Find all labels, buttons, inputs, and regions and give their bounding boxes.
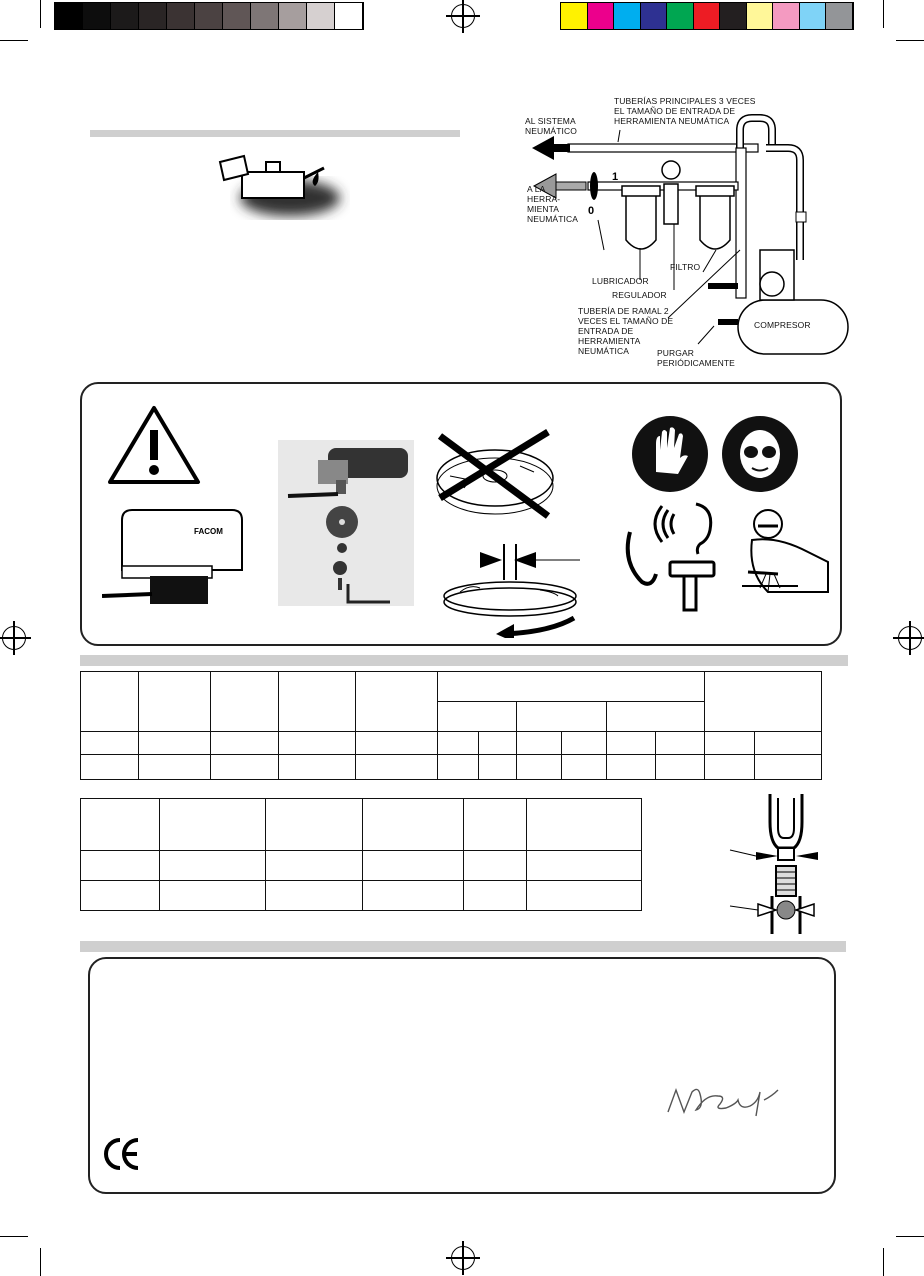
label-to-system: AL SISTEMA NEUMÁTICO (525, 116, 577, 136)
color-swatch (773, 3, 800, 29)
color-swatch (588, 3, 615, 29)
color-swatch (641, 3, 668, 29)
crop-mark (896, 40, 924, 41)
table-cell (438, 672, 705, 702)
crop-mark (883, 0, 884, 28)
table-row (81, 732, 822, 755)
process-color-calibration-bar (560, 2, 854, 30)
gray-swatch (279, 3, 307, 29)
gray-swatch (195, 3, 223, 29)
gray-swatch (223, 3, 251, 29)
disc-rotation-direction-icon (440, 544, 586, 638)
grinding-operator-illustration (738, 502, 836, 600)
color-swatch (720, 3, 747, 29)
eye-protection-required-icon (720, 414, 800, 494)
svg-text:FACOM: FACOM (194, 527, 223, 536)
table-cell (81, 672, 139, 732)
noise-hearing-protection-icon (622, 500, 732, 612)
gray-swatch (55, 3, 83, 29)
gray-swatch (307, 3, 335, 29)
crop-mark (896, 1236, 924, 1237)
crop-mark (0, 1236, 28, 1237)
crop-mark (0, 40, 28, 41)
warning-triangle-icon (106, 404, 202, 486)
accessories-table (80, 798, 642, 911)
color-swatch (614, 3, 641, 29)
gloves-required-icon (630, 414, 710, 494)
color-swatch (694, 3, 721, 29)
label-main-pipes: TUBERÍAS PRINCIPALES 3 VECES EL TAMAÑO DE ENTRADA DE HERRAMIENTA NEUMÁTICA (614, 96, 756, 126)
no-cracked-disc-icon (430, 426, 560, 522)
label-lubricator: LUBRICADOR (592, 276, 649, 286)
table-cell (705, 672, 822, 732)
section-divider (90, 130, 460, 137)
oil-can-icon (210, 150, 350, 220)
table-cell (211, 672, 279, 732)
registration-mark-bottom (451, 1246, 475, 1270)
table-cell (517, 702, 607, 732)
disc-assembly-photo (278, 440, 414, 606)
label-to-tool: A LA HERRA- MIENTA NEUMÁTICA (527, 184, 578, 224)
crop-mark (40, 0, 41, 28)
table-cell (139, 672, 211, 732)
spindle-wrench-diagram (726, 792, 822, 934)
table-row (81, 851, 642, 881)
table-cell (438, 702, 517, 732)
table-cell (607, 702, 705, 732)
label-regulator: REGULADOR (612, 290, 667, 300)
color-swatch (800, 3, 827, 29)
gray-swatch (111, 3, 139, 29)
gray-swatch (335, 3, 363, 29)
gray-swatch (251, 3, 279, 29)
color-swatch (826, 3, 853, 29)
label-drain: PURGAR PERIÓDICAMENTE (657, 348, 735, 368)
gray-swatch (83, 3, 111, 29)
color-swatch (667, 3, 694, 29)
label-compressor: COMPRESOR (754, 320, 811, 330)
registration-mark-top (451, 4, 475, 28)
registration-mark-left (2, 626, 26, 650)
section-divider (80, 655, 848, 666)
color-swatch (561, 3, 588, 29)
crop-mark (883, 1248, 884, 1276)
declaration-of-conformity-panel (88, 957, 836, 1194)
signature-image (660, 1082, 784, 1122)
ce-mark-icon (104, 1138, 140, 1170)
svg-text:1: 1 (612, 171, 619, 183)
crop-mark (40, 1248, 41, 1276)
grayscale-calibration-bar (54, 2, 364, 30)
section-divider (80, 941, 846, 952)
table-cell (279, 672, 356, 732)
gray-swatch (139, 3, 167, 29)
registration-mark-right (898, 626, 922, 650)
label-branch-pipe: TUBERÍA DE RAMAL 2 VECES EL TAMAÑO DE ENTRADA DE HERRAMIENTA NEUMÁTICA (578, 306, 674, 356)
table-row (81, 881, 642, 911)
specifications-table (80, 671, 822, 780)
tool-guard-illustration (102, 500, 252, 608)
label-filter: FILTRO (670, 262, 701, 272)
table-cell (356, 672, 438, 732)
gray-swatch (167, 3, 195, 29)
table-row (81, 755, 822, 780)
svg-text:0: 0 (588, 205, 595, 217)
color-swatch (747, 3, 774, 29)
